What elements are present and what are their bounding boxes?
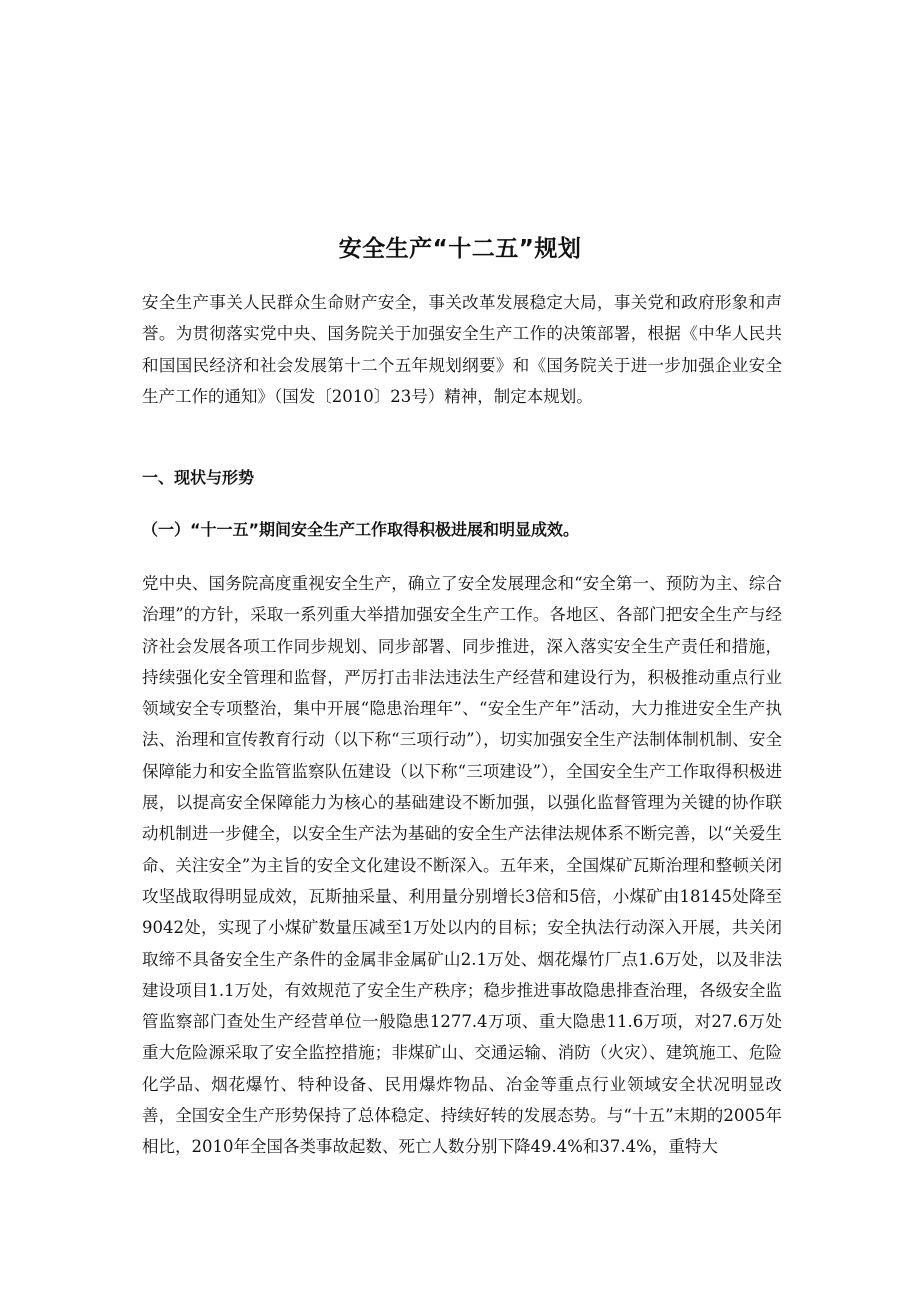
- intro-paragraph: 安全生产事关人民群众生命财产安全，事关改革发展稳定大局，事关党和政府形象和声誉。为贯彻落实党中央、国务院关于加强安全生产工作的决策部署，根据《中华人民共和国国民经济和社会发展第十二个五年规划纲要》和《国务院关于进一步加强企业安全生产工作的通知》（国发〔2010〕23号）精神，制定本规划。: [142, 293, 782, 406]
- section-heading: 一、现状与形势: [142, 468, 255, 487]
- document-title: 安全生产“十二五”规划: [338, 236, 582, 262]
- body-paragraph: 党中央、国务院高度重视安全生产，确立了安全发展理念和“安全第一、预防为主、综合治理”的方针，采取一系列重大举措加强安全生产工作。各地区、各部门把安全生产与经济社会发展各项工作同步规划、同步部署、同步推进，深入落实安全生产责任和措施，持续强化安全管理和监督，严厉打击非法违法生产经营和建设行为，积极推动重点行业领域安全专项整治，集中开展“隐患治理年”、“安全生产年”活动，大力推进安全生产执法、治理和宣传教育行动（以下称“三项行动”），切实加强安全生产法制体制机制、安全保障能力和安全监管监察队伍建设（以下称“三项建设”），全国安全生产工作取得积极进展，以提高安全保障能力为核心的基础建设不断加强，以强化监督管理为关键的协作联动机制进一步健全，以安全生产法为基础的安全生产法律法规体系不断完善，以“关爱生命、关注安全”为主旨的安全文化建设不断深入。五年来，全国煤矿瓦斯治理和整顿关闭攻坚战取得明显成效，瓦斯抽采量、利用量分别增长3倍和5倍，小煤矿由18145处降至9042处，实现了小煤矿数量压减至1万处以内的目标；安全执法行动深入开展，共关闭取缔不具备安全生产条件的金属非金属矿山2.1万处、烟花爆竹厂点1.6万处，以及非法建设项目1.1万处，有效规范了安全生产秩序；稳步推进事故隐患排查治理，各级安全监管监察部门查处生产经营单位一般隐患1277.4万项、重大隐患11.6万项，对27.6万处重大危险源采取了安全监控措施；非煤矿山、交通运输、消防（火灾）、建筑施工、危险化学品、烟花爆竹、特种设备、民用爆炸物品、冶金等重点行业领域安全状况明显改善，全国安全生产形势保持了总体稳定、持续好转的发展态势。与“十五”末期的2005年相比，2010年全国各类事故起数、死亡人数分别下降49.4%和37.4%，重特大: [142, 574, 782, 1157]
- subsection-heading: （一）“十一五”期间安全生产工作取得积极进展和明显成效。: [142, 520, 580, 539]
